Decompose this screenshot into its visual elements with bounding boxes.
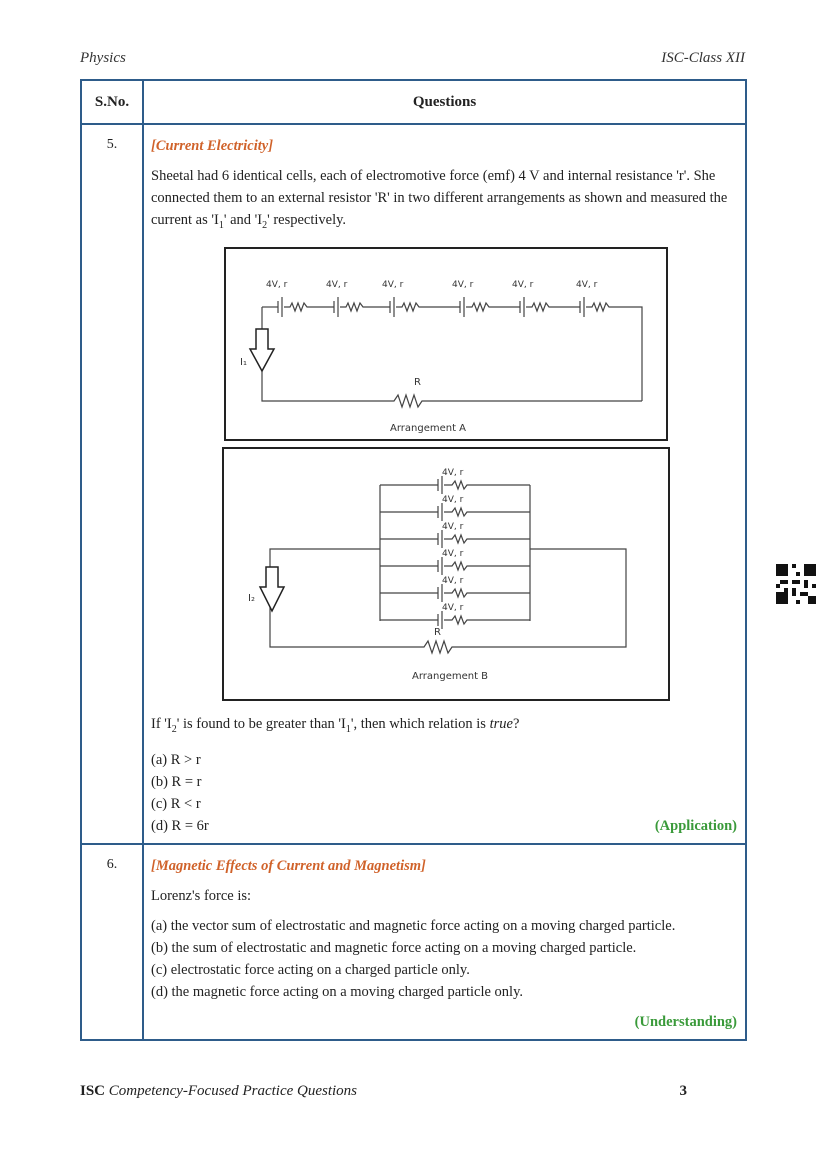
topic-label: [Magnetic Effects of Current and Magnetism] [151, 857, 426, 874]
svg-text:4V, r: 4V, r [442, 602, 464, 613]
option-c: (c) electrostatic force acting on a charged particle only. [151, 961, 470, 978]
svg-text:4V, r: 4V, r [382, 279, 404, 290]
caption-b: Arrangement B [412, 670, 489, 682]
question-body [143, 844, 746, 1040]
option-b: (b) the sum of electrostatic and magnetic force acting on a moving charged particle. [151, 939, 637, 956]
option-c: (c) R < r [151, 795, 201, 812]
options-list [151, 915, 737, 1003]
question-stem: Sheetal had 6 identical cells, each of electromotive force (emf) 4 V and internal resistance 'r'. She connected them to an external resistor 'R' in two different arrangements as shown and measured the current as '$I_1$' and '$I_2$' respectively. [151, 168, 728, 231]
svg-text:4V, r: 4V, r [576, 279, 598, 290]
svg-text:4V, r: 4V, r [442, 548, 464, 559]
svg-text:4V, r: 4V, r [442, 467, 464, 478]
page-number: 3 [679, 1083, 687, 1099]
option-a: (a) the vector sum of electrostatic and magnetic force acting on a moving charged particle. [151, 917, 676, 934]
col-sno-header: S.No. [81, 80, 143, 124]
question-row-5 [81, 124, 746, 844]
circuit-diagram-b [222, 447, 670, 701]
question-number: 5. [81, 124, 143, 844]
header-class: ISC-Class XII [661, 50, 745, 66]
resistor-label-a: R [414, 376, 421, 388]
circuit-b-svg [224, 449, 668, 699]
series-cells [262, 297, 642, 407]
cognitive-level: (Understanding) [634, 1013, 737, 1030]
table-header-row [81, 80, 746, 124]
caption-a: Arrangement A [390, 422, 467, 434]
svg-text:4V, r: 4V, r [442, 521, 464, 532]
options-list [151, 749, 737, 837]
cell-labels-a [266, 280, 598, 290]
question-prompt: If '$I_2$' is found to be greater than '$I_1$', then which relation is true? [151, 715, 520, 735]
svg-text:4V, r: 4V, r [452, 279, 474, 290]
current-arrow-icon [250, 329, 274, 371]
svg-text:4V, r: 4V, r [326, 279, 348, 290]
option-d: (d) R = 6r [151, 817, 209, 834]
svg-text:4V, r: 4V, r [442, 494, 464, 505]
question-number: 6. [81, 844, 143, 1040]
question-body [143, 124, 746, 844]
footer-title: ISC Competency-Focused Practice Questions [80, 1083, 358, 1099]
svg-text:4V, r: 4V, r [512, 279, 534, 290]
svg-text:4V, r: 4V, r [266, 279, 288, 290]
current-label-a: I₁ [240, 356, 247, 368]
option-a: (a) R > r [151, 751, 201, 768]
topic-label: [Current Electricity] [151, 138, 274, 154]
qr-code-icon [776, 564, 816, 604]
col-questions-header: Questions [143, 80, 746, 124]
option-b: (b) R = r [151, 773, 202, 790]
header-subject: Physics [80, 50, 126, 66]
questions-table [80, 79, 747, 1041]
option-d: (d) the magnetic force acting on a moving charged particle only. [151, 983, 524, 1000]
circuit-diagram-a [224, 247, 668, 441]
cognitive-level: (Application) [654, 817, 737, 834]
svg-text:4V, r: 4V, r [442, 575, 464, 586]
circuit-a-svg [226, 249, 666, 439]
current-arrow-icon [260, 567, 284, 611]
current-label-b: I₂ [248, 592, 255, 604]
question-row-6 [81, 844, 746, 1040]
resistor-label-b: R [434, 626, 441, 638]
question-stem: Lorenz's force is: [151, 887, 252, 904]
